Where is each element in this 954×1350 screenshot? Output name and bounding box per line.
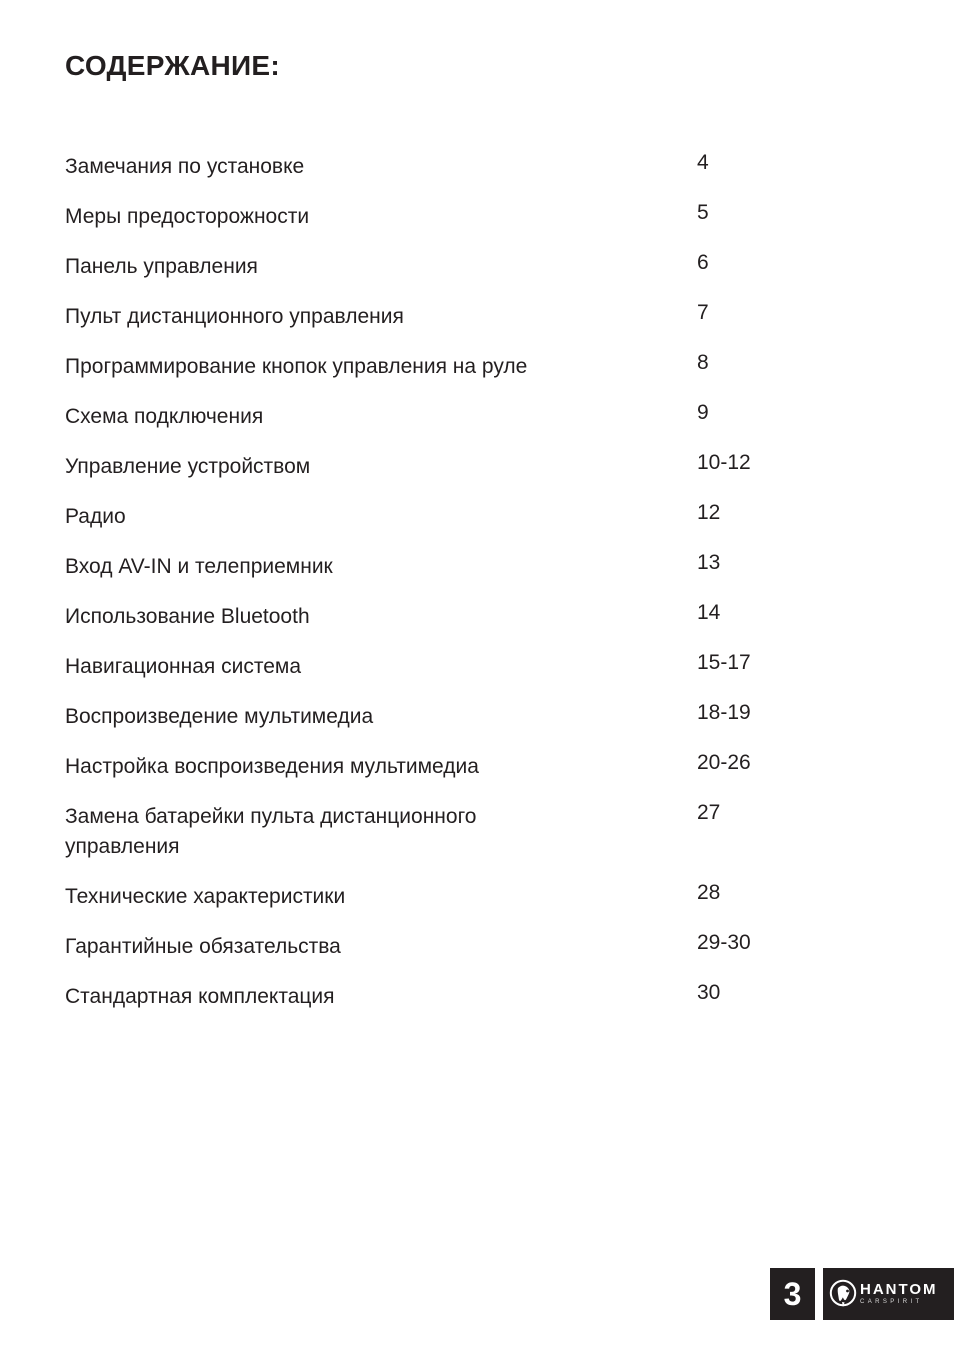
phantom-emblem-icon [828, 1279, 858, 1309]
toc-entry-label [65, 502, 697, 532]
toc-entry-pages: 29-30 [697, 931, 751, 954]
toc-entry-label [65, 352, 697, 382]
toc-entry-pages: 10-12 [697, 451, 751, 474]
toc-entry-label [65, 552, 697, 582]
toc-entry-label [65, 202, 697, 232]
toc-entry-label [65, 452, 697, 482]
toc-row [65, 502, 789, 532]
brand-tagline: CARSPIRIT [860, 1298, 923, 1305]
toc-entry-label-line: Использование Bluetooth [65, 605, 310, 628]
toc-entry-label-line: Настройка воспроизведения мультимедиа [65, 755, 479, 778]
page-number-box [770, 1268, 815, 1320]
toc-entry-label [65, 932, 697, 962]
toc-entry-label [65, 152, 697, 182]
toc-row [65, 652, 789, 682]
toc-row [65, 702, 789, 732]
toc-entry-pages: 7 [697, 301, 709, 324]
toc-entry-label [65, 652, 697, 682]
toc-entry-label [65, 402, 697, 432]
toc-entry-label [65, 702, 697, 732]
toc-entry-label-line: Меры предосторожности [65, 205, 310, 228]
toc-row [65, 602, 789, 632]
toc-row [65, 982, 789, 1012]
toc-entry-pages: 30 [697, 981, 721, 1004]
brand-logo-text [860, 1280, 938, 1306]
toc-entry-label [65, 982, 697, 1012]
toc-entry-pages: 13 [697, 551, 721, 574]
toc-row [65, 882, 789, 912]
toc-row [65, 802, 789, 862]
toc-row [65, 402, 789, 432]
toc-entry-pages: 28 [697, 881, 721, 904]
toc-entry-pages: 14 [697, 601, 721, 624]
toc-entry-label-line: управления [65, 835, 180, 858]
toc-entry-label [65, 752, 697, 782]
toc-entry-pages: 18-19 [697, 701, 751, 724]
toc-entry-pages: 4 [697, 151, 709, 174]
toc-entry-pages: 15-17 [697, 651, 751, 674]
toc-entry-label-line: Воспроизведение мультимедиа [65, 705, 374, 728]
toc-entry-label [65, 602, 697, 632]
page-title: СОДЕРЖАНИЕ: [65, 50, 281, 81]
toc-entry-label [65, 252, 697, 282]
toc-row [65, 752, 789, 782]
toc-entry-label [65, 302, 697, 332]
toc-entry-label [65, 802, 697, 862]
toc-entry-label-line: Гарантийные обязательства [65, 935, 341, 958]
toc-entry-label-line: Технические характеристики [65, 885, 346, 908]
toc-entry-label-line: Радио [65, 505, 126, 528]
toc-entry-label-line: Пульт дистанционного управления [65, 305, 404, 328]
toc-entry-pages: 8 [697, 351, 709, 374]
toc-entry-pages: 6 [697, 251, 709, 274]
toc-entry-label-line: Стандартная комплектация [65, 985, 335, 1008]
toc-entry-label-line: Замечания по установке [65, 155, 305, 178]
toc-row [65, 552, 789, 582]
toc-entry-pages: 20-26 [697, 751, 751, 774]
toc-row [65, 202, 789, 232]
toc-entry-pages: 9 [697, 401, 709, 424]
toc-row [65, 302, 789, 332]
toc-entry-label-line: Панель управления [65, 255, 258, 278]
toc-entry-label-line: Схема подключения [65, 405, 264, 428]
toc-entry-label [65, 882, 697, 912]
toc-entry-pages: 27 [697, 801, 721, 824]
brand-logo [823, 1268, 954, 1320]
toc-entry-label-line: Вход AV-IN и телеприемник [65, 555, 333, 578]
toc-entry-pages: 12 [697, 501, 721, 524]
toc-list [65, 152, 789, 1032]
toc-row [65, 152, 789, 182]
brand-name: HANTOM [860, 1280, 938, 1298]
toc-row [65, 932, 789, 962]
toc-entry-label-line: Навигационная система [65, 655, 302, 678]
toc-row [65, 452, 789, 482]
toc-row [65, 352, 789, 382]
toc-row [65, 252, 789, 282]
toc-entry-label-line: Управление устройством [65, 455, 311, 478]
toc-entry-label-line: Замена батарейки пульта дистанционного [65, 805, 477, 828]
toc-entry-label-line: Программирование кнопок управления на руле [65, 355, 528, 378]
toc-entry-pages: 5 [697, 201, 709, 224]
page-number: 3 [783, 1275, 802, 1312]
